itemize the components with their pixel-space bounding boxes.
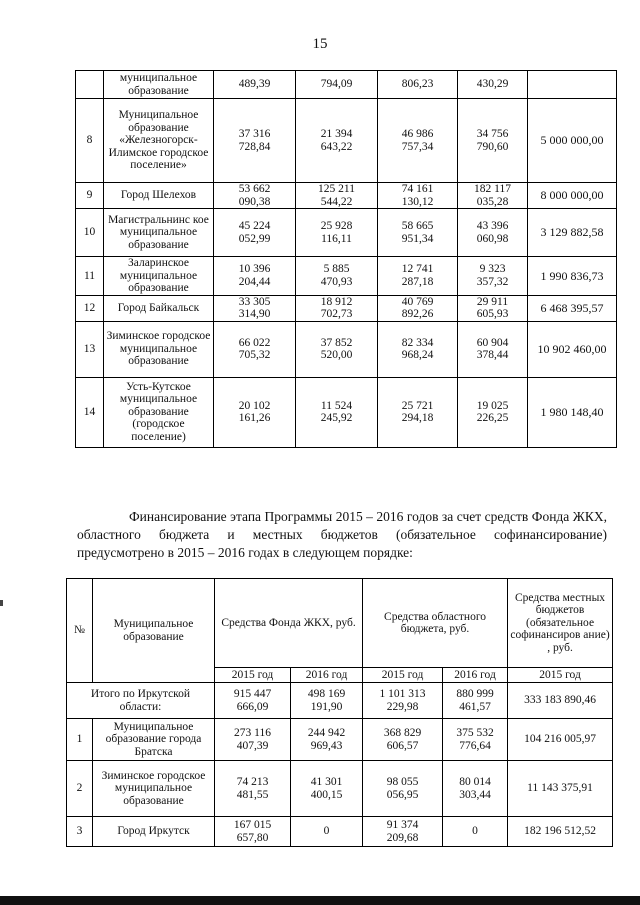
table-cell: 12 741 287,18 bbox=[378, 257, 458, 296]
table-cell: 53 662 090,38 bbox=[214, 183, 296, 209]
table-cell: 9 bbox=[76, 183, 104, 209]
table-cell: 5 885 470,93 bbox=[296, 257, 378, 296]
table-row bbox=[76, 71, 617, 99]
table-cell: 14 bbox=[76, 377, 104, 447]
table-cell: 74 213 481,55 bbox=[215, 761, 291, 817]
table-row bbox=[76, 99, 617, 183]
table-cell: 489,39 bbox=[214, 71, 296, 99]
header-year: 2015 год bbox=[363, 668, 443, 683]
table-cell: 125 211 544,22 bbox=[296, 183, 378, 209]
table-row bbox=[76, 377, 617, 447]
table-cell: 25 721 294,18 bbox=[378, 377, 458, 447]
header-number: № bbox=[67, 579, 93, 683]
table-cell: 18 912 702,73 bbox=[296, 295, 378, 321]
total-label: Итого по Иркутской области: bbox=[67, 683, 215, 719]
table-cell: 430,29 bbox=[458, 71, 528, 99]
table-cell: Муниципальное образование города Братска bbox=[93, 719, 215, 761]
table-cell: 1 bbox=[67, 719, 93, 761]
table-financing-2015-2016 bbox=[66, 578, 613, 847]
table-cell: 333 183 890,46 bbox=[508, 683, 613, 719]
header-local: Средства местных бюджетов (обязательное софинансиров ание) , руб. bbox=[508, 579, 613, 668]
table-cell: 3 bbox=[67, 817, 93, 847]
table-cell: Усть-Кутское муниципальное образование (городское поселение) bbox=[104, 377, 214, 447]
table-cell: 43 396 060,98 bbox=[458, 209, 528, 257]
table-cell: 182 117 035,28 bbox=[458, 183, 528, 209]
table-cell: 13 bbox=[76, 321, 104, 377]
table-row bbox=[67, 817, 613, 847]
table-cell: 11 bbox=[76, 257, 104, 296]
table-cell: 10 396 204,44 bbox=[214, 257, 296, 296]
table-cell: 11 143 375,91 bbox=[508, 761, 613, 817]
table-cell: 33 305 314,90 bbox=[214, 295, 296, 321]
table-cell: 104 216 005,97 bbox=[508, 719, 613, 761]
table-cell: Зиминское городское муниципальное образование bbox=[104, 321, 214, 377]
header-municipality: Муниципальное образование bbox=[93, 579, 215, 683]
table-cell: 21 394 643,22 bbox=[296, 99, 378, 183]
table-cell: 9 323 357,32 bbox=[458, 257, 528, 296]
table-cell: 91 374 209,68 bbox=[363, 817, 443, 847]
table-row bbox=[67, 719, 613, 761]
table-cell: 167 015 657,80 bbox=[215, 817, 291, 847]
table-cell: 498 169 191,90 bbox=[291, 683, 363, 719]
table-cell: 10 bbox=[76, 209, 104, 257]
table-cell: 880 999 461,57 bbox=[443, 683, 508, 719]
table-cell: 0 bbox=[291, 817, 363, 847]
header-year: 2016 год bbox=[291, 668, 363, 683]
header-year: 2016 год bbox=[443, 668, 508, 683]
table-cell: 8 bbox=[76, 99, 104, 183]
table-cell: 10 902 460,00 bbox=[528, 321, 617, 377]
table-cell: 794,09 bbox=[296, 71, 378, 99]
table-cell: 182 196 512,52 bbox=[508, 817, 613, 847]
margin-mark bbox=[0, 600, 3, 606]
table-cell: 74 161 130,12 bbox=[378, 183, 458, 209]
header-year: 2015 год bbox=[215, 668, 291, 683]
table-cell: 8 000 000,00 bbox=[528, 183, 617, 209]
table-row bbox=[76, 209, 617, 257]
table-cell: Заларинское муниципальное образование bbox=[104, 257, 214, 296]
header-year: 2015 год bbox=[508, 668, 613, 683]
table-cell: 60 904 378,44 bbox=[458, 321, 528, 377]
table-cell: 25 928 116,11 bbox=[296, 209, 378, 257]
table-cell: 58 665 951,34 bbox=[378, 209, 458, 257]
table-cell: 29 911 605,93 bbox=[458, 295, 528, 321]
table-cell: Муниципальное образование «Железногорск-Илимское городское поселение» bbox=[104, 99, 214, 183]
table-cell: 3 129 882,58 bbox=[528, 209, 617, 257]
table-cell: 1 980 148,40 bbox=[528, 377, 617, 447]
page-number: 15 bbox=[312, 36, 328, 52]
table-cell: 915 447 666,09 bbox=[215, 683, 291, 719]
table-cell: 273 116 407,39 bbox=[215, 719, 291, 761]
table-cell: Зиминское городское муниципальное образование bbox=[93, 761, 215, 817]
table-cell bbox=[528, 71, 617, 99]
table-cell: 244 942 969,43 bbox=[291, 719, 363, 761]
table-cell: 806,23 bbox=[378, 71, 458, 99]
header-regional: Средства областного бюджета, руб. bbox=[363, 579, 508, 668]
table-cell: Город Шелехов bbox=[104, 183, 214, 209]
table-cell: 20 102 161,26 bbox=[214, 377, 296, 447]
table-cell: 5 000 000,00 bbox=[528, 99, 617, 183]
table-cell: Магистральнинс кое муниципальное образование bbox=[104, 209, 214, 257]
table-cell bbox=[76, 71, 104, 99]
table-cell: Город Иркутск bbox=[93, 817, 215, 847]
table-cell: 37 852 520,00 bbox=[296, 321, 378, 377]
table-cell: 66 022 705,32 bbox=[214, 321, 296, 377]
header-fund: Средства Фонда ЖКХ, руб. bbox=[215, 579, 363, 668]
table-cell: Город Байкальск bbox=[104, 295, 214, 321]
table-row bbox=[76, 257, 617, 296]
table-row bbox=[76, 295, 617, 321]
table-upper-continuation bbox=[75, 70, 617, 448]
table-cell: 40 769 892,26 bbox=[378, 295, 458, 321]
table-cell: 1 101 313 229,98 bbox=[363, 683, 443, 719]
table-cell: 46 986 757,34 bbox=[378, 99, 458, 183]
table-cell: 98 055 056,95 bbox=[363, 761, 443, 817]
table-cell: 80 014 303,44 bbox=[443, 761, 508, 817]
table-cell: 12 bbox=[76, 295, 104, 321]
page-bottom-edge bbox=[0, 896, 640, 905]
table-cell: 1 990 836,73 bbox=[528, 257, 617, 296]
table-row bbox=[67, 761, 613, 817]
table-cell: 375 532 776,64 bbox=[443, 719, 508, 761]
table-row bbox=[76, 321, 617, 377]
table-cell: 11 524 245,92 bbox=[296, 377, 378, 447]
table-row bbox=[76, 183, 617, 209]
table-cell: 19 025 226,25 bbox=[458, 377, 528, 447]
table-cell: 2 bbox=[67, 761, 93, 817]
table-cell: 45 224 052,99 bbox=[214, 209, 296, 257]
table-cell: 0 bbox=[443, 817, 508, 847]
total-row bbox=[67, 683, 613, 719]
table-cell: 41 301 400,15 bbox=[291, 761, 363, 817]
table-cell: 37 316 728,84 bbox=[214, 99, 296, 183]
table-cell: 82 334 968,24 bbox=[378, 321, 458, 377]
table-cell: 34 756 790,60 bbox=[458, 99, 528, 183]
table-cell: 368 829 606,57 bbox=[363, 719, 443, 761]
financing-paragraph: Финансирование этапа Программы 2015 – 2016 годов за счет средств Фонда ЖКХ, областного бюджета и местных бюджетов (обязательное софинансирование) предусмотрено в 2015 – 2016 годах в следующем порядке: bbox=[77, 509, 607, 560]
table-cell: 6 468 395,57 bbox=[528, 295, 617, 321]
table-cell: муниципальное образование bbox=[104, 71, 214, 99]
